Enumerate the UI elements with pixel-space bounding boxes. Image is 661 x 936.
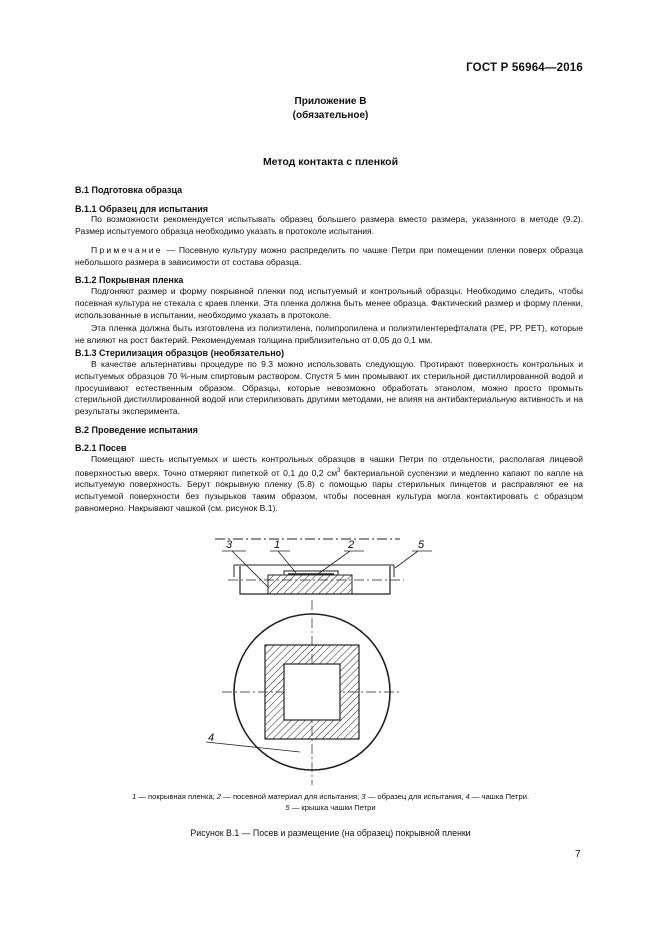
test-sample-section [268, 575, 352, 594]
legend-num-5: 5 [285, 803, 290, 812]
paragraph-b2-1-part-a: Помещают шесть испытуемых и шесть контрольных образцов в чашки Петри по отдельности, располагая лицевой поверхностью вверх. Точно отмеряют пипеткой от 0,1 до 0,2 см [75, 454, 583, 478]
legend-text-1: — покрывная пленка; [136, 792, 217, 801]
section-title: Метод контакта с пленкой [262, 156, 399, 168]
figure-legend [0, 791, 661, 813]
cover-film-top [284, 664, 340, 720]
page-number: 7 [575, 849, 581, 860]
legend-num-3: 3 [361, 792, 366, 801]
heading-b1-3: В.1.3 Стерилизация образцов (необязательно) [75, 348, 285, 358]
paragraph-b2-1-part-b: бактериальной суспензии и медленно капают по капле на испытуемую поверхность. Берут покрывную пленку (5.8) с помощью пары стерильных пинцетов и расправляют ее на испытуемой поверхности без пузырьков таким образом, чтобы посевная культура могла контактировать с образцом равномерно. Накрывают чашкой (см. рисунок В.1). [75, 467, 583, 514]
heading-b1: В.1 Подготовка образца [75, 185, 183, 195]
note-text: — Посевную культуру можно распределить по чашке Петри при помещении пленки поверх образца небольшого размера в зависимости от состава образца. [75, 245, 583, 267]
heading-b1-1: В.1.1 Образец для испытания [75, 204, 209, 214]
label-4: 4 [208, 732, 215, 744]
paragraph-b1-2-b: Эта пленка должна быть изготовлена из полиэтилена, полипропилена и полиэтилентерефталата (РЕ, РР, РЕТ), которые не влияют на рост бактерий. Рекомендуемая толщина приблизительно от 0,05 до 0,1 мм. [75, 323, 583, 345]
paragraph-b1-2-a: Подгоняют размер и форму покрывной пленки под испытуемый и контрольный образцы. Необходимо следить, чтобы посевная культура не стекала с краев пленки. Эта пленка должна быть менее образца. Фактический размер и форму пленки, использованные в испытании, необходимо указать в протоколе. [75, 286, 583, 320]
appendix-status: (обязательное) [292, 110, 369, 121]
legend-text-5: — крышка чашки Петри [289, 803, 376, 812]
legend-line-1 [0, 791, 661, 802]
legend-text-4: — чашка Петри. [469, 792, 530, 801]
label-2: 2 [348, 539, 355, 551]
legend-num-4: 4 [465, 792, 470, 801]
document-id: ГОСТ Р 56964—2016 [466, 62, 583, 74]
figure-caption: Рисунок В.1 — Посев и размещение (на образец) покрывной пленки [190, 828, 471, 838]
legend-num-2: 2 [216, 792, 222, 801]
label-3: 3 [226, 539, 233, 551]
legend-line-2 [0, 802, 661, 813]
paragraph-b1-3: В качестве альтернативы процедуре по 9.3 можно использовать следующую. Протирают поверхность контрольных и испытуемых образцов 70 %-ным спиртовым раствором. Спустя 5 мин промывают их стерильной дистиллированной водой и просушивают естественным образом. Образцы, которые невозможно обработать этанолом, можно просто промыть стерильной дистиллированной водой или стерилизовать другими методами, не влияя на антибактериальную активность и на результаты эксперимента. [75, 359, 583, 417]
appendix-title: Приложение В [294, 96, 367, 107]
paragraph-b1-1: По возможности рекомендуется испытывать образец большего размера вместо размера, указанного в методе (9.2). Размер испытуемого образца необходимо указать в протоколе испытания. [75, 214, 583, 236]
label-5: 5 [418, 539, 425, 551]
label-1: 1 [274, 539, 281, 551]
legend-num-1: 1 [131, 792, 137, 801]
superscript-3: 3 [337, 467, 341, 474]
heading-b1-2: В.1.2 Покрывная пленка [75, 275, 184, 285]
top-view [206, 600, 402, 785]
legend-text-2: — посевной материал для испытания; [221, 792, 362, 801]
heading-b2: В.2 Проведение испытания [75, 425, 198, 435]
legend-text-3: — образец для испытания, [365, 792, 466, 801]
cross-section-view [215, 539, 432, 594]
heading-b2-1: В.2.1 Посев [75, 443, 127, 453]
note-label: Примечание [91, 245, 163, 255]
